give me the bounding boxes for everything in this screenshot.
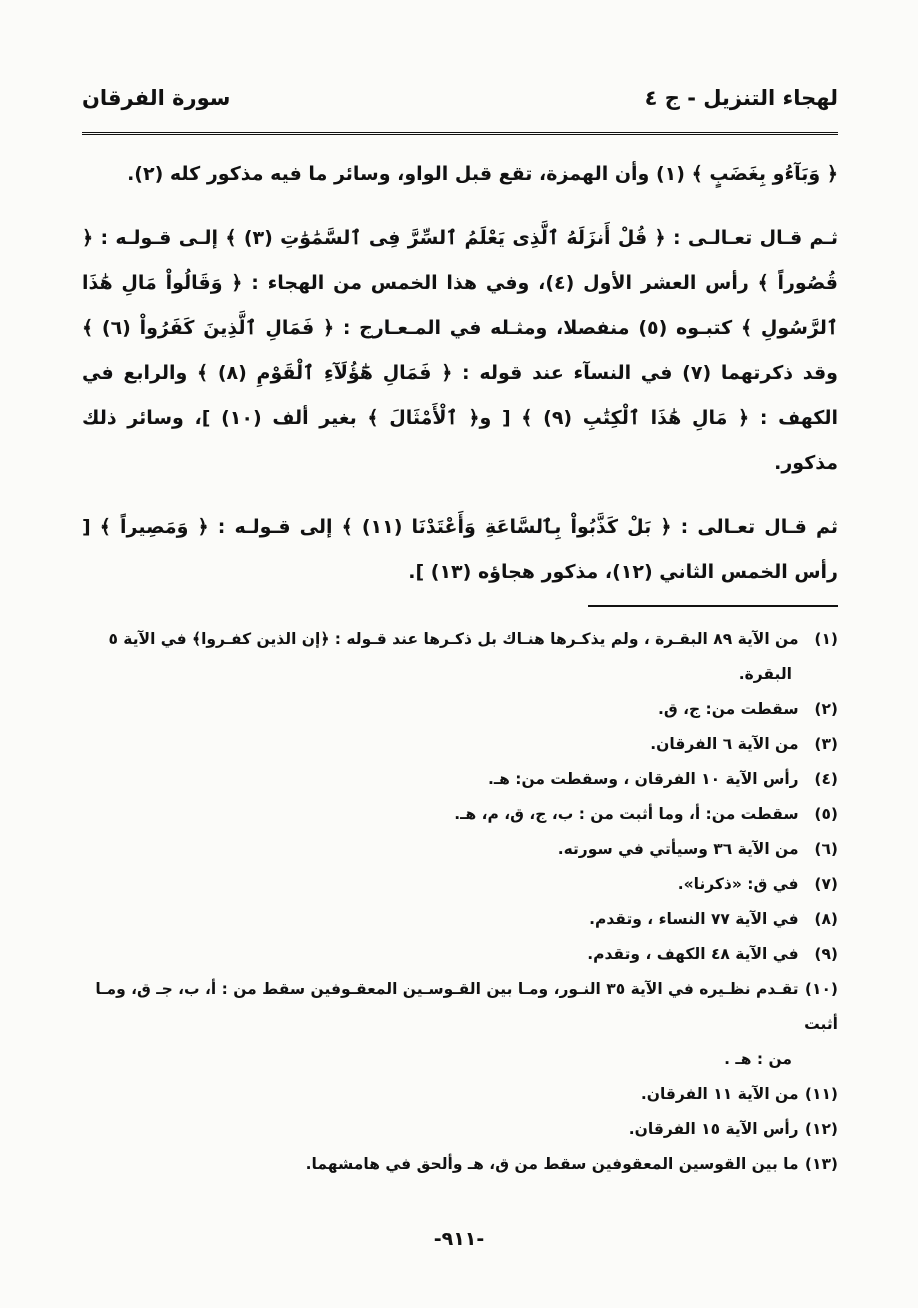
footnote-1-continuation: البقرة. [738, 665, 792, 683]
footnote-13 [82, 1147, 838, 1182]
paragraph-3: ثم قـال تعـالى : ﴿ بَلْ كَذَّبُواْ بِٱلسَّاعَةِ وَأَعْتَدْنَا (١١) ﴾ إلى قـولـه : ﴿ وَمَصِيراً ﴾ [ رأس الخمس الثاني (١٢)، مذكور هجاؤه (١٣) ]. [82, 516, 838, 583]
footnote-text: من الآية ٨٩ البقـرة ، ولم يذكـرها هنـاك بل ذكـرها عند قـوله : ﴿إن الذين كفـروا﴾ في الآية ٥ [108, 630, 799, 648]
page-header [82, 86, 838, 122]
footnote-text: في الآية ٤٨ الكهف ، وتقدم. [587, 945, 799, 963]
footnote-number: (١٢) [804, 1120, 838, 1138]
footnote-text: رأس الآية ١٥ الفرقان. [628, 1120, 799, 1138]
footnote-text: ما بين القوسين المعقوفين سقط من ق، هـ وألحق في هامشهما. [305, 1155, 799, 1173]
main-text [82, 152, 838, 614]
paragraph-1: ﴿ وَبَآءُو بِغَضَبٍ ﴾ (١) وأن الهمزة، تقع قبل الواو، وسائر ما فيه مذكور كله (٢). [127, 163, 838, 185]
header-rule [82, 132, 838, 135]
footnote-number: (١٠) [804, 980, 838, 998]
footnote-1 [82, 622, 838, 657]
footnote-7 [82, 867, 838, 902]
footnotes [82, 622, 838, 1182]
paragraph-2: ثـم قـال تعـالـى : ﴿ قُلْ أَنزَلَهُ ٱلَّذِى يَعْلَمُ ٱلسِّرَّ فِى ٱلسَّمَٰوَٰتِ (٣) ﴾ إلـى قـولـه : ﴿ قُصُوراً ﴾ رأس العشر الأول (٤)، وفي هذا الخمس من الهجاء : ﴿ وَقَالُواْ مَالِ هَٰذَا ٱلرَّسُولِ ﴾ كتبـوه (٥) منفصلا، ومثـله في المـعـارج : ﴿ فَمَالِ ٱلَّذِينَ كَفَرُواْ (٦) ﴾ وقد ذكرتهما (٧) في النسآء عند قوله : ﴿ فَمَالِ هَٰٓؤُلَآءِ ٱلْقَوْمِ (٨) ﴾ والرابع في الكهف : ﴿ مَالِ هَٰذَا ٱلْكِتَٰبِ (٩) ﴾ [ و﴿ ٱلْأَمْثَالَ ﴾ بغير ألف (١٠) ]، وسائر ذلك مذكور. [82, 227, 839, 474]
footnote-number: (٦) [814, 840, 838, 858]
footnote-number: (١١) [804, 1085, 838, 1103]
footnote-number: (١) [814, 630, 838, 648]
book-title-header: لهجاء التنزيل - ج ٤ [644, 86, 838, 110]
footnote-10-continuation: من : هـ . [724, 1050, 792, 1068]
footnote-text: في ق: «ذكرنا». [677, 875, 799, 893]
page-number: -٩١١- [433, 1228, 485, 1250]
footnote-11 [82, 1077, 838, 1112]
footnote-text: من الآية ١١ الفرقان. [640, 1085, 799, 1103]
footnote-number: (١٣) [804, 1155, 838, 1173]
footnote-10 [82, 972, 838, 1042]
footnote-2 [82, 692, 838, 727]
footnote-text: رأس الآية ١٠ الفرقان ، وسقطت من: هـ. [487, 770, 799, 788]
footnote-number: (٥) [814, 805, 838, 823]
footnote-3 [82, 727, 838, 762]
footnote-separator [588, 605, 838, 607]
footnote-6 [82, 832, 838, 867]
footnote-text: في الآية ٧٧ النساء ، وتقدم. [589, 910, 799, 928]
footnote-number: (٤) [814, 770, 838, 788]
footnote-number: (٣) [814, 735, 838, 753]
footnote-number: (٧) [814, 875, 838, 893]
footnote-text: سقطت من: ج، ق. [657, 700, 799, 718]
footnote-8 [82, 902, 838, 937]
footnote-text: من الآية ٣٦ وسيأتي في سورته. [557, 840, 799, 858]
footnote-9 [82, 937, 838, 972]
footnote-4 [82, 762, 838, 797]
footnote-text: تقـدم نظـيره في الآية ٣٥ النـور، ومـا بين القـوسـين المعقـوفين سقط من : أ، ب، جـ ق، ومـا أثبت [95, 980, 838, 1033]
footnote-number: (٢) [814, 700, 838, 718]
footnote-number: (٨) [814, 910, 838, 928]
footnote-text: سقطت من: أ، وما أثبت من : ب، ج، ق، م، هـ. [454, 805, 799, 823]
footnote-12 [82, 1112, 838, 1147]
footnote-5 [82, 797, 838, 832]
footnote-text: من الآية ٦ الفرقان. [650, 735, 799, 753]
surah-title-header: سورة الفرقان [82, 86, 231, 110]
footnote-number: (٩) [814, 945, 838, 963]
